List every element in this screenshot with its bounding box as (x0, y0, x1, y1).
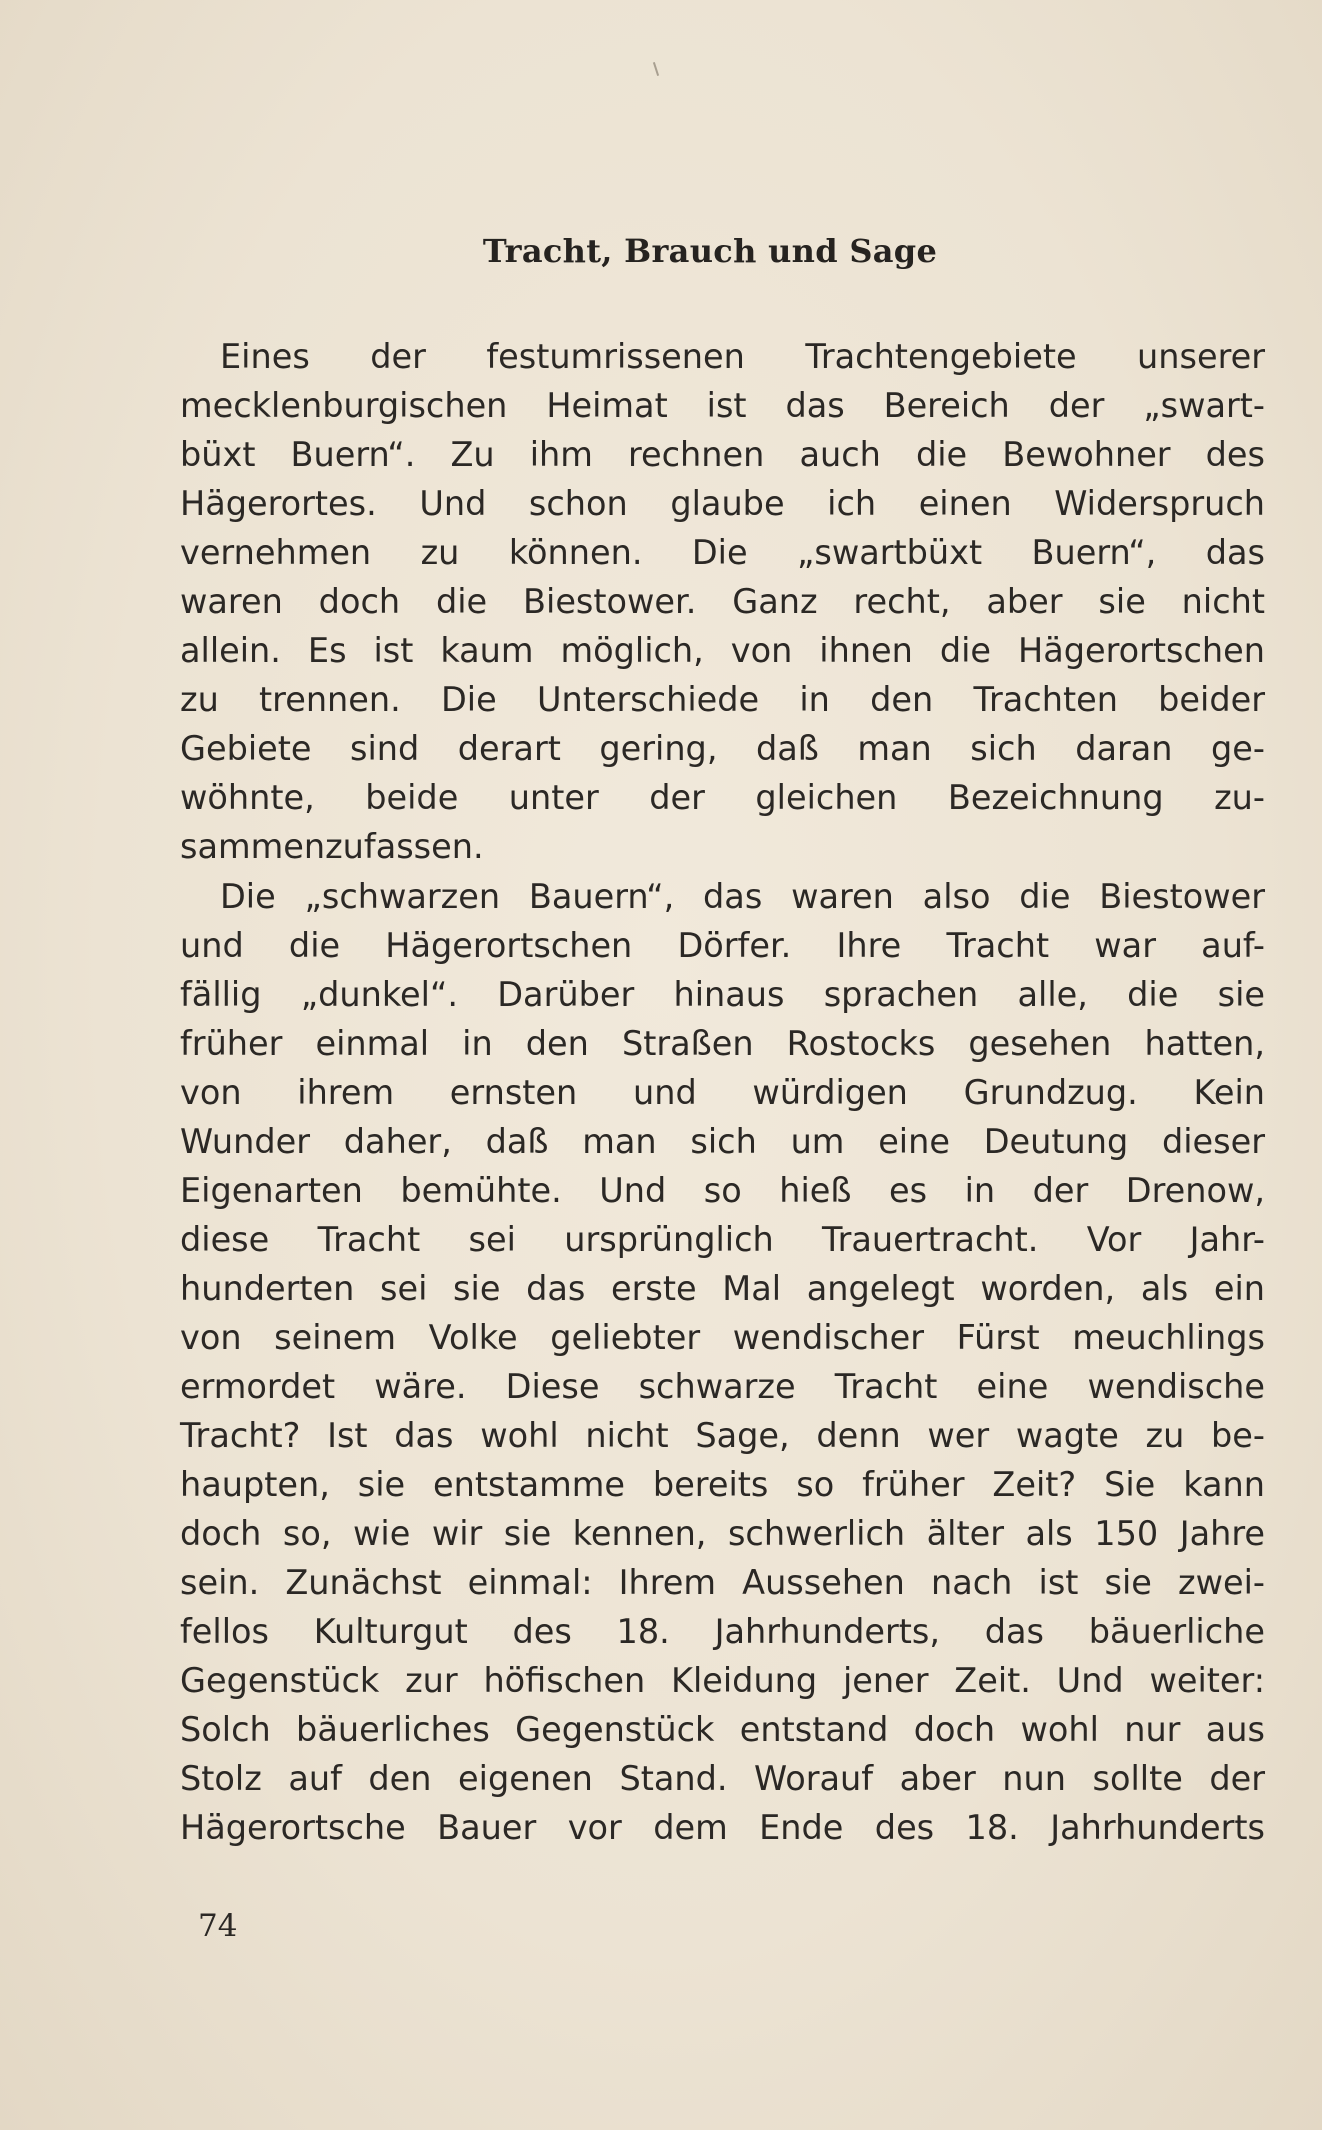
text-line: ermordet wäre. Diese schwarze Tracht eine wendische (180, 1366, 1265, 1406)
text-line: waren doch die Biestower. Ganz recht, aber sie nicht (180, 582, 1265, 622)
text-line: sammenzufassen. (180, 827, 484, 867)
page-number: 74 (198, 1908, 238, 1944)
text-line: zu trennen. Die Unterschiede in den Trachten beider (180, 680, 1265, 720)
text-line: und die Hägerortschen Dörfer. Ihre Tracht war auf- (180, 925, 1265, 965)
stray-ink-mark (653, 62, 659, 76)
text-line: Stolz auf den eigenen Stand. Worauf aber nun sollte der (180, 1759, 1265, 1799)
chapter-heading: Tracht, Brauch und Sage (482, 232, 938, 270)
text-line: Die „schwarzen Bauern“, das waren also die Biestower (220, 876, 1265, 916)
text-line: diese Tracht sei ursprünglich Trauertracht. Vor Jahr- (180, 1219, 1265, 1259)
text-line: früher einmal in den Straßen Rostocks gesehen hatten, (180, 1023, 1265, 1063)
text-line: Hägerortes. Und schon glaube ich einen Widerspruch (180, 484, 1265, 524)
text-line: vernehmen zu können. Die „swartbüxt Buern“, das (180, 533, 1265, 573)
text-line: sein. Zunächst einmal: Ihrem Aussehen nach ist sie zwei- (180, 1563, 1265, 1603)
text-line: von ihrem ernsten und würdigen Grundzug. Kein (180, 1072, 1265, 1112)
text-line: allein. Es ist kaum möglich, von ihnen die Hägerortschen (180, 631, 1265, 671)
text-line: wöhnte, beide unter der gleichen Bezeichnung zu- (180, 778, 1265, 818)
text-line: Eigenarten bemühte. Und so hieß es in der Drenow, (180, 1170, 1265, 1210)
text-line: Wunder daher, daß man sich um eine Deutung dieser (180, 1121, 1265, 1161)
text-line: mecklenburgischen Heimat ist das Bereich der „swart- (180, 386, 1265, 426)
text-line: doch so, wie wir sie kennen, schwerlich älter als 150 Jahre (180, 1514, 1265, 1554)
text-line: haupten, sie entstamme bereits so früher Zeit? Sie kann (180, 1465, 1265, 1505)
body-text (180, 332, 1265, 1852)
text-line: fällig „dunkel“. Darüber hinaus sprachen alle, die sie (180, 974, 1265, 1014)
text-line: von seinem Volke geliebter wendischer Fürst meuchlings (180, 1317, 1265, 1357)
text-line: Tracht? Ist das wohl nicht Sage, denn wer wagte zu be- (180, 1416, 1265, 1456)
text-line: büxt Buern“. Zu ihm rechnen auch die Bewohner des (180, 435, 1265, 475)
text-line: Gebiete sind derart gering, daß man sich daran ge- (180, 729, 1265, 769)
text-line: Gegenstück zur höfischen Kleidung jener Zeit. Und weiter: (180, 1661, 1265, 1701)
text-line: hunderten sei sie das erste Mal angelegt worden, als ein (180, 1268, 1265, 1308)
text-line: Hägerortsche Bauer vor dem Ende des 18. Jahrhunderts (180, 1808, 1265, 1848)
text-line: Eines der festumrissenen Trachtengebiete unserer (220, 337, 1265, 376)
text-line: fellos Kulturgut des 18. Jahrhunderts, das bäuerliche (180, 1612, 1265, 1652)
text-line: Solch bäuerliches Gegenstück entstand doch wohl nur aus (180, 1710, 1265, 1750)
